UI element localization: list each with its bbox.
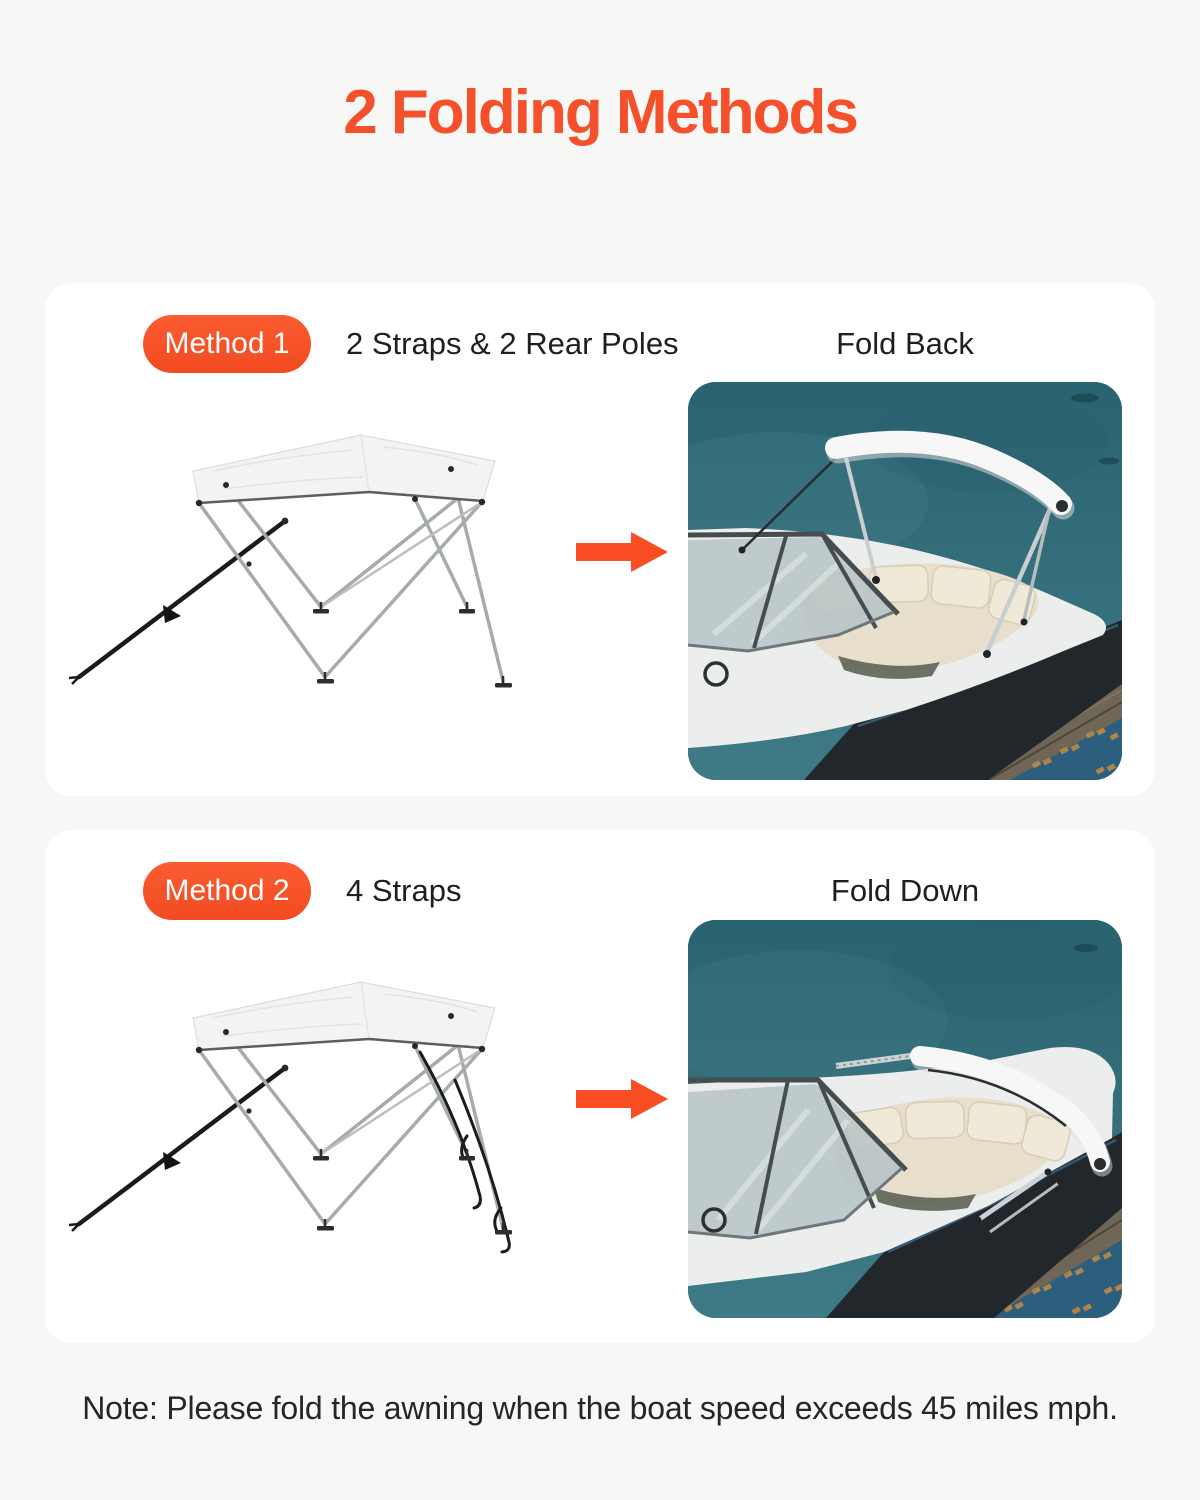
front-strap xyxy=(69,1068,285,1231)
bimini-illustration-rear-poles xyxy=(63,409,573,719)
boat-photo-fold-back xyxy=(688,382,1122,780)
method-1-description: 2 Straps & 2 Rear Poles xyxy=(346,326,679,361)
method-1-result-label: Fold Back xyxy=(836,326,974,361)
note-text: Note: Please fold the awning when the boat speed exceeds 45 miles mph. xyxy=(82,1390,1118,1426)
method-2-card xyxy=(45,830,1155,1343)
boat-photo-fold-down xyxy=(688,920,1122,1318)
arrow-right-icon xyxy=(576,1079,668,1119)
front-strap xyxy=(69,521,285,684)
bimini-illustration-four-straps xyxy=(63,956,573,1266)
fold-down-scene xyxy=(688,920,1122,1318)
method-2-description: 4 Straps xyxy=(346,873,462,908)
page-title: 2 Folding Methods xyxy=(343,78,857,147)
method-2-badge: Method 2 xyxy=(143,862,311,920)
frame-feet xyxy=(313,1156,512,1235)
method-2-result-label: Fold Down xyxy=(830,873,980,908)
frame-feet xyxy=(313,609,512,688)
fold-back-scene xyxy=(688,382,1122,780)
arrow-right-icon xyxy=(576,532,668,572)
method-1-badge: Method 1 xyxy=(143,315,311,373)
method-1-card xyxy=(45,283,1155,796)
